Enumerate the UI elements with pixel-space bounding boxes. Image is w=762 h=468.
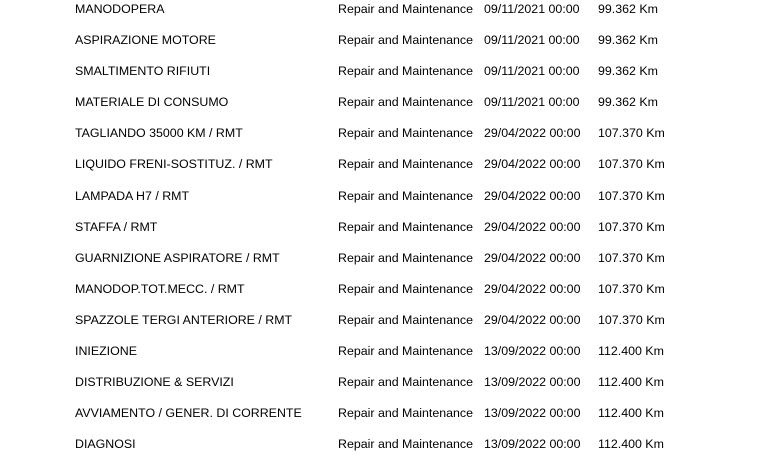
row-date: 09/11/2021 00:00 (484, 2, 580, 16)
row-date: 29/04/2022 00:00 (484, 219, 581, 234)
table-row (0, 437, 762, 468)
row-description: LAMPADA H7 / RMT (75, 188, 190, 203)
table-row (0, 2, 762, 33)
row-km: 107.370 Km (598, 250, 665, 265)
row-km: 107.370 Km (598, 281, 665, 296)
row-description: STAFFA / RMT (75, 219, 158, 234)
row-description: MATERIALE DI CONSUMO (75, 95, 229, 110)
row-type: Repair and Maintenance (338, 281, 474, 296)
row-type: Repair and Maintenance (338, 250, 474, 265)
row-km: 99.362 Km (598, 33, 658, 48)
row-km: 112.400 Km (598, 406, 664, 421)
row-type: Repair and Maintenance (338, 2, 474, 16)
row-date: 09/11/2021 00:00 (484, 95, 580, 110)
row-description: INIEZIONE (75, 344, 137, 359)
row-km: 107.370 Km (598, 126, 665, 141)
table-row (0, 344, 762, 375)
row-date: 13/09/2022 00:00 (484, 437, 581, 452)
row-type: Repair and Maintenance (338, 95, 474, 110)
row-km: 99.362 Km (598, 2, 658, 16)
row-description: TAGLIANDO 35000 KM / RMT (75, 126, 243, 141)
row-type: Repair and Maintenance (338, 406, 474, 421)
table-row (0, 220, 762, 251)
row-description: LIQUIDO FRENI-SOSTITUZ. / RMT (75, 157, 273, 172)
row-km: 112.400 Km (598, 344, 664, 359)
row-date: 09/11/2021 00:00 (484, 64, 580, 79)
row-type: Repair and Maintenance (338, 64, 474, 79)
row-type: Repair and Maintenance (338, 437, 474, 452)
table-row (0, 251, 762, 282)
row-description: MANODOPERA (75, 2, 165, 16)
row-km: 107.370 Km (598, 219, 665, 234)
row-description: DISTRIBUZIONE & SERVIZI (75, 375, 234, 390)
row-type: Repair and Maintenance (338, 126, 474, 141)
row-km: 112.400 Km (598, 375, 664, 390)
row-km: 112.400 Km (598, 437, 664, 452)
row-type: Repair and Maintenance (338, 157, 474, 172)
row-date: 09/11/2021 00:00 (484, 33, 580, 48)
row-km: 99.362 Km (598, 64, 658, 79)
table-row (0, 313, 762, 344)
row-description: ASPIRAZIONE MOTORE (75, 33, 216, 48)
row-description: MANODOP.TOT.MECC. / RMT (75, 281, 245, 296)
row-date: 29/04/2022 00:00 (484, 126, 581, 141)
table-row (0, 64, 762, 95)
row-date: 29/04/2022 00:00 (484, 250, 581, 265)
row-date: 29/04/2022 00:00 (484, 312, 581, 327)
row-type: Repair and Maintenance (338, 312, 474, 327)
row-type: Repair and Maintenance (338, 375, 474, 390)
row-km: 99.362 Km (598, 95, 658, 110)
table-row (0, 33, 762, 64)
row-km: 107.370 Km (598, 188, 665, 203)
table-row (0, 157, 762, 188)
row-date: 13/09/2022 00:00 (484, 406, 581, 421)
table-row (0, 375, 762, 406)
row-description: DIAGNOSI (75, 437, 136, 452)
row-date: 29/04/2022 00:00 (484, 188, 581, 203)
row-date: 13/09/2022 00:00 (484, 375, 581, 390)
row-date: 29/04/2022 00:00 (484, 281, 581, 296)
table-row (0, 189, 762, 220)
row-type: Repair and Maintenance (338, 188, 474, 203)
table-row (0, 126, 762, 157)
row-type: Repair and Maintenance (338, 33, 474, 48)
row-description: SPAZZOLE TERGI ANTERIORE / RMT (75, 312, 293, 327)
row-description: AVVIAMENTO / GENER. DI CORRENTE (75, 406, 302, 421)
table-row (0, 282, 762, 313)
table-row (0, 406, 762, 437)
row-description: SMALTIMENTO RIFIUTI (75, 64, 211, 79)
row-km: 107.370 Km (598, 157, 665, 172)
row-type: Repair and Maintenance (338, 344, 474, 359)
row-km: 107.370 Km (598, 312, 665, 327)
table-row (0, 95, 762, 126)
row-date: 29/04/2022 00:00 (484, 157, 581, 172)
row-type: Repair and Maintenance (338, 219, 474, 234)
row-description: GUARNIZIONE ASPIRATORE / RMT (75, 250, 280, 265)
row-date: 13/09/2022 00:00 (484, 344, 581, 359)
